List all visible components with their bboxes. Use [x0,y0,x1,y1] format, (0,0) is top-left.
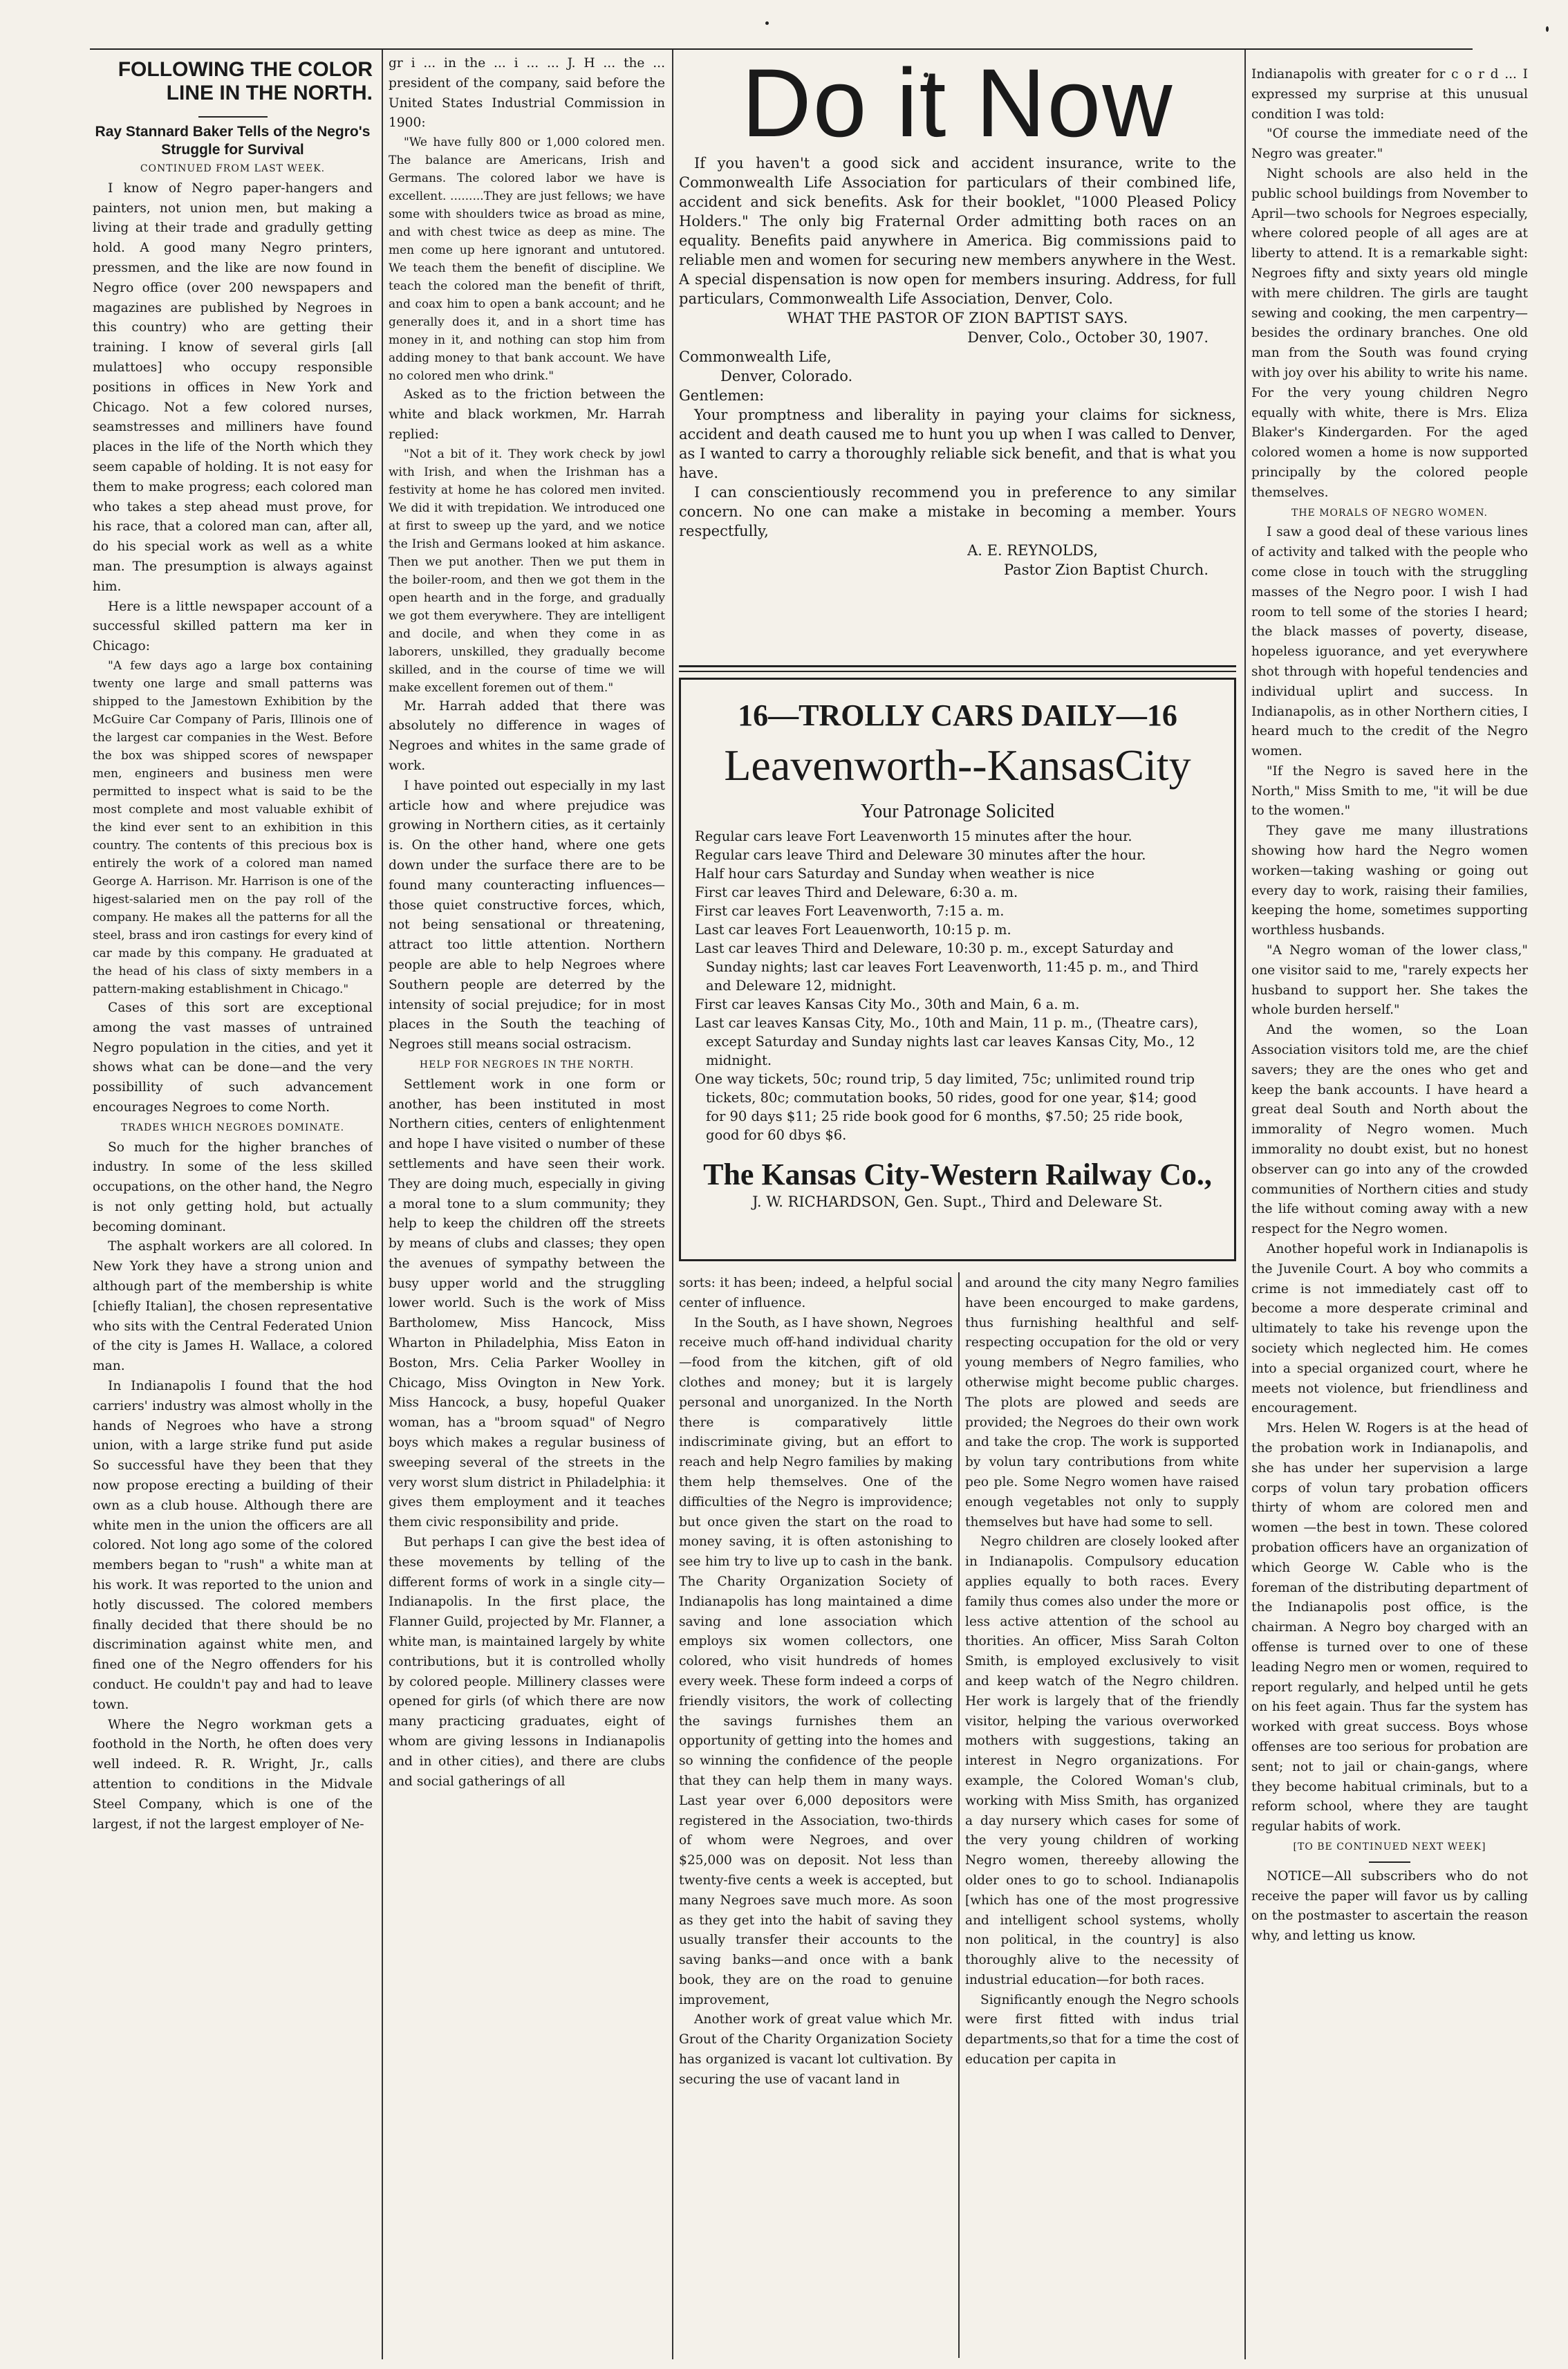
letter-signature-title: Pastor Zion Baptist Church. [1004,561,1208,578]
schedule-line: Last car leaves Third and Deleware, 10:30 p. m., except Saturday and Sunday nights; last car leaves Fort Leavenworth, 11:45 p. m., and Third and Deleware 12, midnight. [695,940,1199,994]
column-1 [93,58,373,1834]
paragraph: sorts: it has been; indeed, a helpful social center of influence. [679,1276,953,1310]
schedule-line: Regular cars leave Third and Deleware 30 minutes after the hour. [695,847,1146,863]
paragraph: Settlement work in one form or another, has been instituted in most Northern cities, centers of enlightenment and hope I have visited o number of these settlements and have seen their work. They are doing much, especially in giving a moral tone to a slum community; they help to keep the children off the streets by means of clubs and classes; they open the avenues of sympathy between the busy upper world and the struggling lower world. Such is the work of Miss Bartholomew, Miss Hancock, Miss Wharton in Philadelphia, Miss Eaton in Boston, Mrs. Celia Parker Woolley in Chicago, Miss Ovington in New York. Miss Hancock, a busy, hopeful Quaker woman, has a "broom squad" of Negro boys which makes a regular business of sweeping several of the streets in the very worst slum district in Philadelphia: it gives them employment and it teaches them civic responsibility and pride. [389,1077,665,1530]
paragraph: "Of course the immediate need of the Negro was greater." [1251,127,1528,162]
ad-trolly-cars [679,678,1236,1261]
paragraph: They gave me many illustrations showing how hard the Negro women worken—taking washing or going out every day to work, raising their families, keeping the home, sometimes supporting worthless husbands. [1251,824,1528,938]
quoted-paragraph: "Not a bit of it. They work check by jowl with Irish, and when the Irishman has a festivity at home he has colored men invited. We did it with trepidation. We introduced one at first to sweep up the yard, and we notice the Irish and Germans looked at him askance. Then we put another. Then we put them in the boiler-room, and then we got them in the open hearth and in the forge, and gradually we got them everywhere. They are intelligent and docile, and when they come in as laborers, unskilled, they gradually become skilled, and in the course of time we will make excellent foremen out of them." [389,447,665,695]
letter-paragraph: I can conscientiously recommend you in preference to any similar concern. No one can make a mistake in becoming a member. Yours respectfully, [679,484,1236,539]
paragraph: I saw a good deal of these various lines of activity and talked with the people who come close in touch with the struggling masses of the Negro poor. I wish I had room to tell some of the stories I heard; the black masses of poverty, disease, hopeless iguorance, and yet everywhere shot through with hopeful tendencies and individual uplirt and success. In Indianapolis, as in other Northern cities, I heard much to the credit of the Negro women. [1251,525,1528,759]
letter-address: Denver, Colorado. [720,368,853,384]
paragraph: And the women, so the Loan Association visitors told me, are the chief savers; they are the ones who get and keep the bank accounts. I have heard a great deal South and North about the immorality of Negro women. Much immorality no doubt exist, but no honest observer can go into any of the crowded communities of Northern cities and study the life without coming away with a new respect for the Negro women. [1251,1023,1528,1237]
paragraph: But perhaps I can give the best idea of these movements by telling of the different forms of work in a single city—Indianapolis. In the first place, the Flanner Guild, projected by Mr. Flanner, a white man, is maintained largely by white contributions, but it is controlled wholly by colored people. Millinery classes were opened for girls (of which there are now many practicing graduates, eight of whom are giving lessons in Indianapolis and in other cities), and there are clubs and social gatherings of all [389,1535,665,1789]
quoted-paragraph: "A few days ago a large box containing twenty one large and small patterns was shipped to the Jamestown Exhibition by the McGuire Car Company of Paris, Illinois one of the largest car companies in the West. Before the box was shipped scores of newspaper men, engineers and business men were permitted to inspect what is said to be the most complete and most valuable exhibit of the kind ever sent to an exhibition in this country. The contents of this precious box is entirely the work of a colored man named George A. Harrison. Mr. Harrison is one of the higest-salaried men on the pay roll of the company. He makes all the patterns for all the steel, brass and iron castings for every kind of car made by this company. He graduated at the head of his class of sixty members in a pattern-making establishment in Chicago." [93,658,373,996]
notice-divider [1369,1861,1410,1863]
paragraph: I have pointed out especially in my last article how and where prejudice was growing in Northern cities, as it certainly is. On the other hand, where one gets down under the surface there are to be found many counteracting influences—those quiet constructive forces, which, not being sensational or threatening, attract too little attention. Northern people are able to help Negroes where Southern people are deterred by the intensity of social prejudice; for in most places in the South the teaching of Negroes still means social ostracism. [389,778,665,1052]
ad-title: Do it Now [741,58,1174,157]
paragraph: Here is a little newspaper account of a successful skilled pattern ma ker in Chicago: [93,599,373,654]
article-subtitle: Ray Stannard Baker Tells of the Negro's Struggle for Survival [95,124,371,158]
paragraph: I know of Negro paper-hangers and painters, not union men, but making a living at their trade and gradully getting hold. A good many Negro printers, pressmen, and the like are now found in Negro office (over 200 newspapers and magazines are published by Negroes in this country) who are getting their training. I know of several girls [all mulattoes] who occupy responsible positions in offices in New York and Chicago. Not a few colored nurses, seamstresses and milliners have found places in the life of the North which they seem capable of holding. It is not easy for them to make progress; each colored man who takes a step ahead must prove, for his race, that a colored man can, after all, do his special work as well as a white man. The presumption is always against him. [93,180,373,594]
print-speck [1546,26,1549,32]
column-4 [965,1274,1239,2366]
paragraph: "A Negro woman of the lower class," one visitor said to me, "rarely expects her husband to support her. She takes the whole burden herself." [1251,943,1528,1018]
schedule-line: First car leaves Kansas City Mo., 30th and Main, 6 a. m. [695,996,1080,1012]
column-rule [1244,50,1246,2359]
schedule-line: Last car leaves Fort Leauenworth, 10:15 p. m. [695,922,1011,938]
paragraph: Mr. Harrah added that there was absolutely no difference in wages of Negroes and whites in the same grade of work. [389,698,665,773]
paragraph: So much for the higher branches of industry. In some of the less skilled occupations, on the other hand, the Negro is not only getting hold, but actually becoming dominant. [93,1140,373,1234]
paragraph: Another work of great value which Mr. Grout of the Charity Organization Society has organized is vacant lot cultivation. By securing the use of vacant land in [679,2012,953,2087]
ad-heading: WHAT THE PASTOR OF ZION BAPTIST SAYS. [787,310,1128,326]
top-rule [90,48,1473,50]
schedule-line: Half hour cars Saturday and Sunday when weather is nice [695,866,1094,882]
article-title-line-2: LINE IN THE NORTH. [166,82,373,104]
ad-title: 16—TROLLY CARS DAILY—16 [738,698,1177,732]
company-superintendent: J. W. RICHARDSON, Gen. Supt., Third and Deleware St. [752,1193,1163,1210]
letter-address: Commonwealth Life, [679,349,832,365]
column-3 [679,1274,953,2366]
column-rule [382,50,383,2359]
quoted-paragraph: "We have fully 800 or 1,000 colored men. The balance are Americans, Irish and Germans. The colored labor we have is excellent. .........They are just fellows; we have some with shoulders twice as broad as mine, and with chest twice as deep as mine. The men come up here ignorant and untutored. We teach them the benefit of discipline. We teach the colored man the benefit of thrift, and coax him to open a bank account; and he generally does it, and in a short time has money in it, and nothing can stop him from adding money to that bank account. We have no colored men who drink." [389,136,665,384]
ad-paragraph: If you haven't a good sick and accident insurance, write to the Commonwealth Life Association for particulars of their combined life, accident and sick benefits. Ask for their booklet, "1000 Pleased Policy Holders." The only big Fraternal Order admitting both races on an equality. Benefits paid anywhere in America. Big commissions paid to reliable men and women for securing new members anywhere in the West. A special dispensation is now open for members insuring. Address, for full particulars, Commonwealth Life Association, Denver, Colo. [679,155,1236,307]
continued-label: CONTINUED FROM LAST WEEK. [140,163,326,174]
schedule-line: One way tickets, 50c; round trip, 5 day limited, 75c; unlimited round trip tickets, 80c; commutation books, 50 rides, good for one year, $14; good for 90 days $11; 25 ride book good for 6 months, $7.50; 25 ride book, good for 60 dbys $6. [695,1071,1197,1143]
paragraph: In the South, as I have shown, Negroes receive much off-hand individual charity—food from the kitchen, gift of old clothes and money; but it is largely personal and unorganized. In the North there is comparatively little indiscriminate giving, but an effort to reach and help Negro families by making them help themselves. One of the difficulties of the Negro is improvidence; but once given the start on the road to money saving, it is often astonishing to see him try to live up to cash in the bank. The Charity Organization Society of Indianapolis has long maintained a dime saving and lone association which employs six women collectors, one colored, who visit hundreds of homes every week. These form indeed a corps of friendly visitors, the work of collecting the savings furnishes them an opportunity of getting into the homes and so winning the confidence of the people that they can help them in many ways. Last year over 6,000 depositors were registered in the Association, two-thirds of whom were Negroes, and over $25,000 was on deposit. Not less than twenty-five cents a week is accepted, but many Negroes save much more. As soon as they get into the habit of saving they usually transfer their accounts to the saving banks—and once with a bank book, they are on the road to genuine improvement, [679,1315,953,2007]
schedule-line: Last car leaves Kansas City, Mo., 10th and Main, 11 p. m., (Theatre cars), except Saturday and Sunday nights last car leaves Kansas City, Mo., 12 midnight. [695,1015,1199,1068]
section-subhead: THE MORALS OF NEGRO WOMEN. [1291,507,1488,519]
column-rule [958,1272,960,2358]
company-name: The Kansas City-Western Railway Co., [703,1158,1212,1191]
route-name: Leavenworth--KansasCity [724,741,1191,790]
print-speck [765,21,769,25]
column-5 [1251,65,1528,2361]
ad-divider [679,665,1236,667]
paragraph: Another hopeful work in Indianapolis is the Juvenile Court. A boy who commits a crime is not immediately cast off to become a more desperate criminal and ultimately to take his revenge upon the society which neglected him. He comes into a special organized court, where he meets not violence, but friendliness and encouragement. [1251,1242,1528,1416]
paragraph: Negro children are closely looked after in Indianapolis. Compulsory education applies equally to both races. Every family thus comes also under the more or less active attention of the school au thorities. An officer, Miss Sarah Colton Smith, is employed exclusively to visit and keep watch of the Negro children. Her work is largely that of the friendly visitor, helping the various overworked mothers with suggestions, taking an interest in Negro organizations. For example, the Colored Woman's club, working with Miss Smith, has organized a day nursery which cases for some of the very young children of working Negro women, thereeby allowing the older ones to go to school. Indianapolis [which has one of the most progressive and intelligent school systems, wholly non political, in the country] is also thoroughly alive to the necessity of industrial education—for both races. [965,1534,1239,1987]
article-title-line-1: FOLLOWING THE COLOR [118,58,373,81]
section-subhead: HELP FOR NEGROES IN THE NORTH. [419,1059,635,1070]
ad-divider [679,671,1236,672]
ad-do-it-now [679,58,1236,667]
paragraph: Asked as to the friction between the white and black workmen, Mr. Harrah replied: [389,387,665,442]
paragraph: and around the city many Negro families have been encourged to make gardens, thus furnishing healthful and self-respecting occupation for the old or very young members of Negro families, who otherwise might become public charges. The plots are plowed and seeds are provided; the Negroes do their own work and take the crop. The work is supported by volun tary contributions from white peo ple. Some Negro women have raised enough vegetables not only to supply themselves but have had some to sell. [965,1276,1239,1530]
paragraph: Significantly enough the Negro schools were first fitted with indus trial departments,so that for a time the cost of education per capita in [965,1992,1239,2068]
subscriber-notice: NOTICE—All subscribers who do not receive the paper will favor us by calling on the postmaster to ascertain the reason why, and letting us know. [1251,1868,1528,1944]
paragraph: Where the Negro workman gets a foothold in the North, he often does very well indeed. R. R. Wright, Jr., calls attention to conditions in the Midvale Steel Company, which is one of the largest, if not the largest employer of Ne- [93,1717,373,1832]
paragraph: "If the Negro is saved here in the North," Miss Smith to me, "it will be due to the women." [1251,763,1528,819]
column-rule [672,50,673,2359]
paragraph: In Indianapolis I found that the hod carriers' industry was almost wholly in the hands of Negroes who have a strong union, with a large strike fund put aside So successful have they been that they now propose erecting a building of their own as a club house. Although there are white men in the union the officers are all colored. Not long ago some of the colored members began to "rush" a white man at his work. It was reported to the union and hotly discussed. The colored members finally decided that there should be no discrimination against white men, and fined one of the Negro offenders for his conduct. He couldn't pay and had to leave town. [93,1379,373,1712]
column-2 [389,54,665,1792]
paragraph: gr i ... in the ... i ... ... J. H ... the ... president of the company, said before the United States Industrial Commission in 1900: [389,56,665,131]
paragraph: The asphalt workers are all colored. In New York they have a strong union and although part of the membership is white [chiefly Italian], the chosen representative who sits with the Central Federated Union of the city is James H. Wallace, a colored man. [93,1239,373,1374]
schedule-list [681,827,1234,1144]
section-subhead: TRADES WHICH NEGROES DOMINATE. [120,1122,345,1133]
paragraph: Indianapolis with greater for c o r d ... I expressed my surprise at this unusual condition I was told: [1251,67,1528,122]
letter-paragraph: Your promptness and liberality in paying your claims for sickness, accident and death caused me to hunt you up when I was called to Denver, as I wanted to carry a thoroughly reliable sick benefit, and that is what you have. [679,407,1236,481]
schedule-line: First car leaves Third and Deleware, 6:30 a. m. [695,884,1018,900]
paragraph: Night schools are also held in the public school buildings from November to April—two schools for Negroes especially, where colored people of all ages are at liberty to attend. It is a remarkable sight: Negroes fifty and sixty years old mingle with mere children. The girls are taught sewing and cooking, the men carpentry—besides the ordinary branches. One old man from the South was found crying with joy over his ability to write his name. For the very young children Negro equally with white, there is Mrs. Eliza Blaker's Kindergarden. For the aged colored women a home is now supported principally by the colored people themselves. [1251,166,1528,500]
ad-tagline: Your Patronage Solicited [860,801,1055,822]
paragraph: Mrs. Helen W. Rogers is at the head of the probation work in Indianapolis, and she has under her supervision a large corps of volun tary probation officers thirty of whom are colored men and women —the best in town. These colored probation officers have an organization of which George W. Cable who is the foreman of the distributing department of the Indianapolis post office, is the chairman. A Negro boy charged with an offense is turned over to one of these leading Negro men or women, required to report regularly, and helped until he gets on his feet again. Thus far the system has worked with great success. Boys whose offenses are too serious for probation are sent; not to jail or chain-gangs, where they become habitual criminals, but to a reform school, where they are taught regular habits of work. [1251,1421,1528,1834]
letter-salutation: Gentlemen: [679,387,765,404]
title-divider [198,116,268,118]
schedule-line: Regular cars leave Fort Leavenworth 15 minutes after the hour. [695,828,1132,844]
continued-notice: [TO BE CONTINUED NEXT WEEK] [1293,1841,1486,1852]
letter-signature: A. E. REYNOLDS, [967,542,1098,559]
letter-date: Denver, Colo., October 30, 1907. [967,329,1208,346]
paragraph: Cases of this sort are exceptional among the vast masses of untrained Negro population in the cities, and yet it shows what can be done—and the very possibillity of such advancement encourages Negroes to come North. [93,1000,373,1115]
schedule-line: First car leaves Fort Leavenworth, 7:15 a. m. [695,903,1005,919]
